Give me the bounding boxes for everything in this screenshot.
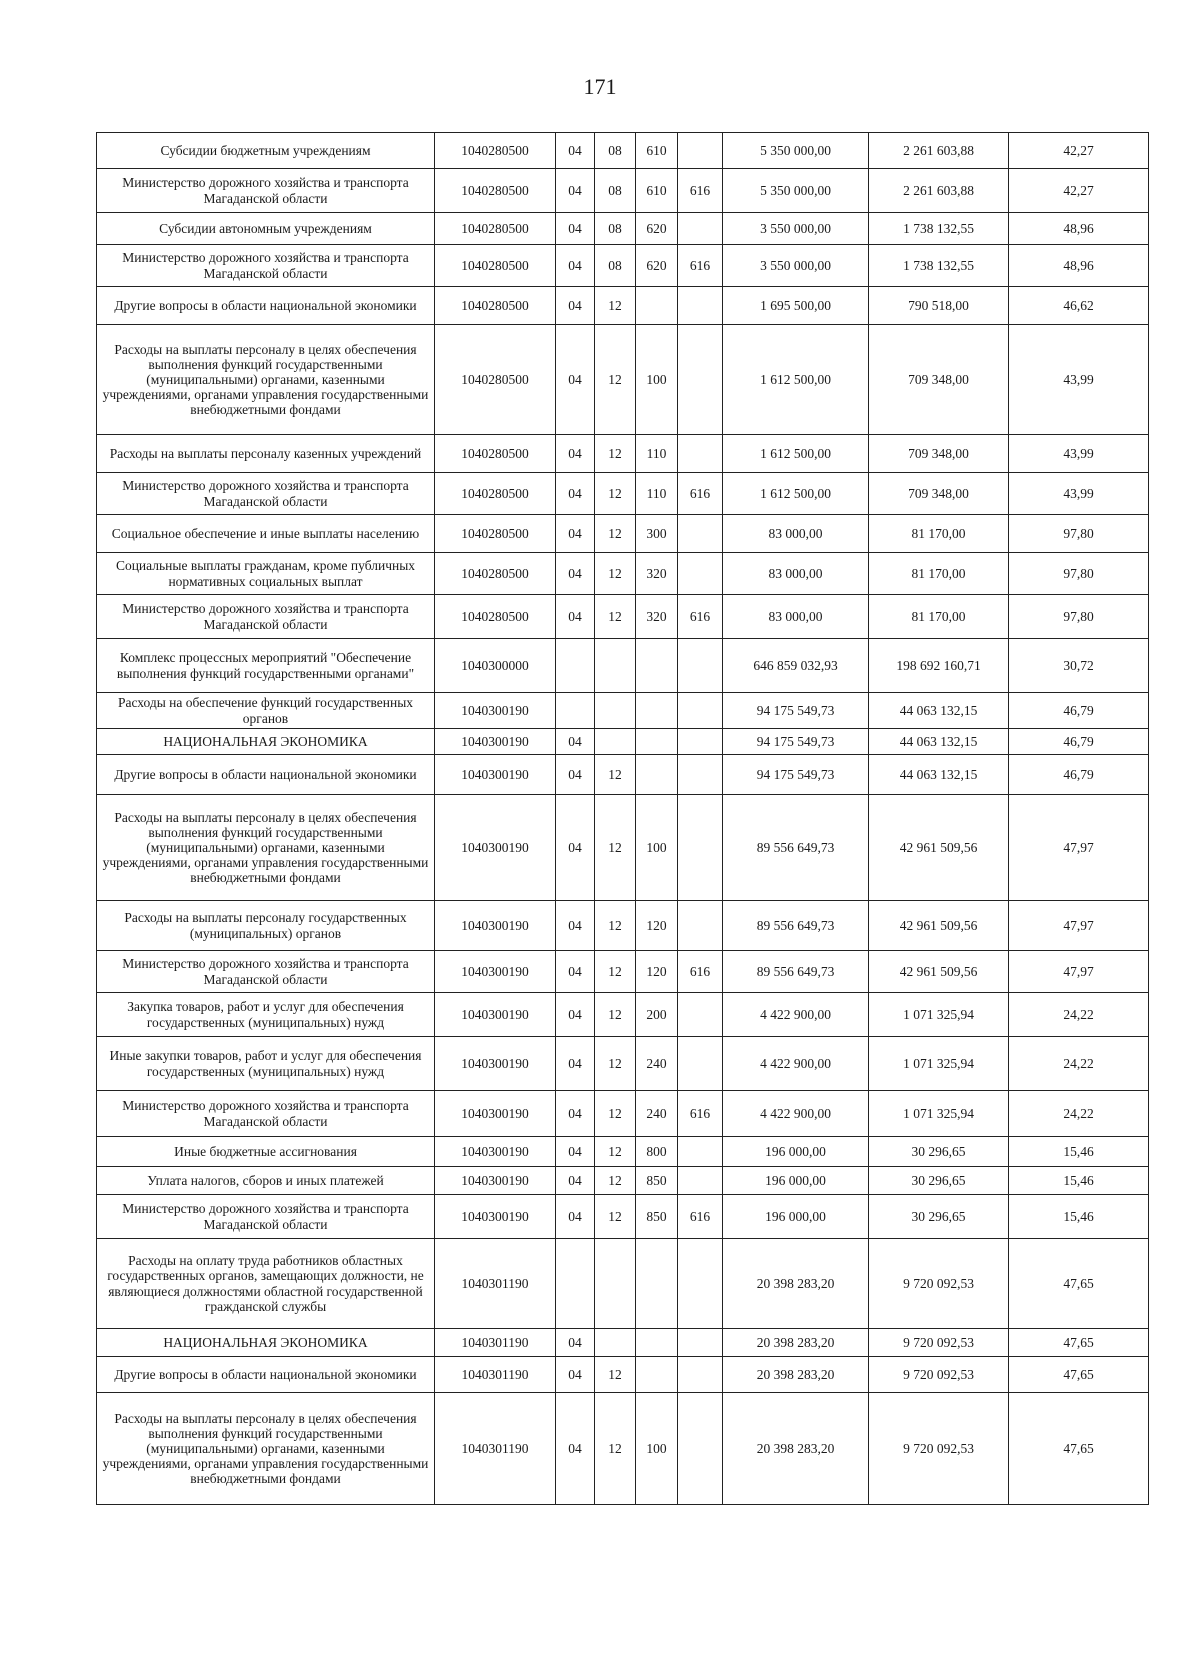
row-department: 616 — [678, 951, 723, 993]
row-planned-amount: 94 175 549,73 — [723, 729, 869, 755]
row-target-code: 1040300190 — [435, 729, 556, 755]
row-expense-type — [636, 1329, 678, 1357]
row-target-code: 1040301190 — [435, 1393, 556, 1505]
row-department — [678, 755, 723, 795]
row-expense-type: 300 — [636, 515, 678, 553]
row-target-code: 1040300190 — [435, 951, 556, 993]
row-section: 04 — [556, 951, 595, 993]
row-section: 04 — [556, 169, 595, 213]
row-execution-percent: 24,22 — [1009, 1091, 1149, 1137]
row-target-code: 1040301190 — [435, 1329, 556, 1357]
row-execution-percent: 97,80 — [1009, 515, 1149, 553]
row-subsection — [595, 1329, 636, 1357]
row-target-code: 1040300190 — [435, 901, 556, 951]
row-department: 616 — [678, 473, 723, 515]
row-section: 04 — [556, 1037, 595, 1091]
row-executed-amount: 9 720 092,53 — [869, 1329, 1009, 1357]
row-expense-type: 100 — [636, 795, 678, 901]
row-expense-type: 320 — [636, 595, 678, 639]
row-subsection: 12 — [595, 325, 636, 435]
row-subsection: 12 — [595, 1393, 636, 1505]
row-executed-amount: 9 720 092,53 — [869, 1239, 1009, 1329]
row-target-code: 1040300000 — [435, 639, 556, 693]
row-target-code: 1040280500 — [435, 595, 556, 639]
row-subsection: 12 — [595, 473, 636, 515]
table-row — [97, 993, 1149, 1037]
row-expense-type: 110 — [636, 473, 678, 515]
row-execution-percent: 46,79 — [1009, 729, 1149, 755]
row-expense-type: 850 — [636, 1195, 678, 1239]
row-execution-percent: 15,46 — [1009, 1167, 1149, 1195]
row-executed-amount: 2 261 603,88 — [869, 169, 1009, 213]
row-expense-type: 120 — [636, 951, 678, 993]
row-expense-type: 620 — [636, 213, 678, 245]
row-executed-amount: 30 296,65 — [869, 1167, 1009, 1195]
row-section — [556, 639, 595, 693]
row-department — [678, 515, 723, 553]
row-execution-percent: 42,27 — [1009, 169, 1149, 213]
table-row — [97, 1167, 1149, 1195]
row-subsection: 12 — [595, 795, 636, 901]
row-subsection — [595, 1239, 636, 1329]
row-subsection: 12 — [595, 1195, 636, 1239]
row-name: Расходы на выплаты персоналу казенных учреждений — [97, 435, 435, 473]
row-execution-percent: 48,96 — [1009, 245, 1149, 287]
row-section: 04 — [556, 245, 595, 287]
row-name: Министерство дорожного хозяйства и транспорта Магаданской области — [97, 1195, 435, 1239]
row-execution-percent: 30,72 — [1009, 639, 1149, 693]
row-executed-amount: 1 738 132,55 — [869, 245, 1009, 287]
table-row — [97, 595, 1149, 639]
row-planned-amount: 196 000,00 — [723, 1195, 869, 1239]
row-execution-percent: 47,97 — [1009, 795, 1149, 901]
table-row — [97, 693, 1149, 729]
row-execution-percent: 97,80 — [1009, 595, 1149, 639]
row-subsection: 12 — [595, 1137, 636, 1167]
row-target-code: 1040301190 — [435, 1357, 556, 1393]
row-name: Министерство дорожного хозяйства и транспорта Магаданской области — [97, 1091, 435, 1137]
row-subsection: 12 — [595, 553, 636, 595]
row-expense-type — [636, 1239, 678, 1329]
row-name: НАЦИОНАЛЬНАЯ ЭКОНОМИКА — [97, 729, 435, 755]
row-subsection: 12 — [595, 1037, 636, 1091]
row-execution-percent: 47,65 — [1009, 1239, 1149, 1329]
row-planned-amount: 1 612 500,00 — [723, 473, 869, 515]
row-target-code: 1040280500 — [435, 473, 556, 515]
row-department — [678, 1239, 723, 1329]
row-planned-amount: 89 556 649,73 — [723, 901, 869, 951]
row-expense-type: 610 — [636, 133, 678, 169]
row-executed-amount: 42 961 509,56 — [869, 795, 1009, 901]
row-executed-amount: 790 518,00 — [869, 287, 1009, 325]
row-expense-type: 240 — [636, 1091, 678, 1137]
row-target-code: 1040301190 — [435, 1239, 556, 1329]
row-department — [678, 993, 723, 1037]
row-department — [678, 729, 723, 755]
row-expense-type — [636, 1357, 678, 1393]
row-expense-type: 320 — [636, 553, 678, 595]
row-executed-amount: 2 261 603,88 — [869, 133, 1009, 169]
row-expense-type — [636, 755, 678, 795]
row-expense-type: 610 — [636, 169, 678, 213]
row-section — [556, 693, 595, 729]
row-executed-amount: 709 348,00 — [869, 473, 1009, 515]
row-execution-percent: 15,46 — [1009, 1195, 1149, 1239]
row-target-code: 1040280500 — [435, 169, 556, 213]
row-expense-type: 620 — [636, 245, 678, 287]
row-department — [678, 553, 723, 595]
row-subsection: 12 — [595, 515, 636, 553]
table-row — [97, 1195, 1149, 1239]
row-subsection: 12 — [595, 1167, 636, 1195]
row-subsection: 08 — [595, 213, 636, 245]
row-department — [678, 1329, 723, 1357]
row-subsection: 12 — [595, 755, 636, 795]
page-number: 171 — [583, 74, 617, 99]
row-name: Другие вопросы в области национальной экономики — [97, 1357, 435, 1393]
row-name: Субсидии бюджетным учреждениям — [97, 133, 435, 169]
row-execution-percent: 24,22 — [1009, 993, 1149, 1037]
row-planned-amount: 83 000,00 — [723, 515, 869, 553]
row-execution-percent: 43,99 — [1009, 473, 1149, 515]
row-executed-amount: 709 348,00 — [869, 435, 1009, 473]
row-execution-percent: 46,62 — [1009, 287, 1149, 325]
row-name: Министерство дорожного хозяйства и транспорта Магаданской области — [97, 245, 435, 287]
row-execution-percent: 47,65 — [1009, 1329, 1149, 1357]
row-planned-amount: 196 000,00 — [723, 1137, 869, 1167]
row-planned-amount: 4 422 900,00 — [723, 993, 869, 1037]
row-section: 04 — [556, 515, 595, 553]
table-row — [97, 1239, 1149, 1329]
row-subsection: 08 — [595, 133, 636, 169]
row-execution-percent: 43,99 — [1009, 435, 1149, 473]
table-row — [97, 133, 1149, 169]
row-department — [678, 325, 723, 435]
row-executed-amount: 30 296,65 — [869, 1137, 1009, 1167]
row-department: 616 — [678, 1195, 723, 1239]
row-executed-amount: 44 063 132,15 — [869, 729, 1009, 755]
row-name: Расходы на выплаты персоналу государственных (муниципальных) органов — [97, 901, 435, 951]
row-target-code: 1040300190 — [435, 1037, 556, 1091]
row-expense-type: 200 — [636, 993, 678, 1037]
row-section: 04 — [556, 595, 595, 639]
row-subsection: 12 — [595, 951, 636, 993]
row-planned-amount: 3 550 000,00 — [723, 245, 869, 287]
table-row — [97, 1137, 1149, 1167]
row-name: Расходы на оплату труда работников областных государственных органов, замещающих должности, не являющиеся должностями областной государственной гражданской службы — [97, 1239, 435, 1329]
row-execution-percent: 43,99 — [1009, 325, 1149, 435]
row-target-code: 1040280500 — [435, 553, 556, 595]
row-section: 04 — [556, 435, 595, 473]
row-name: Расходы на выплаты персоналу в целях обеспечения выполнения функций государственными (муниципальными) органами, казенными учреждениями, органами управления государственными внебюджетными фондами — [97, 325, 435, 435]
row-planned-amount: 20 398 283,20 — [723, 1239, 869, 1329]
row-executed-amount: 198 692 160,71 — [869, 639, 1009, 693]
row-planned-amount: 94 175 549,73 — [723, 755, 869, 795]
row-name: Другие вопросы в области национальной экономики — [97, 755, 435, 795]
table-row — [97, 245, 1149, 287]
row-target-code: 1040300190 — [435, 795, 556, 901]
row-subsection — [595, 639, 636, 693]
row-name: Министерство дорожного хозяйства и транспорта Магаданской области — [97, 595, 435, 639]
row-planned-amount: 89 556 649,73 — [723, 795, 869, 901]
row-expense-type: 120 — [636, 901, 678, 951]
table-row — [97, 553, 1149, 595]
budget-table — [96, 132, 1149, 1505]
row-execution-percent: 47,65 — [1009, 1357, 1149, 1393]
row-executed-amount: 1 738 132,55 — [869, 213, 1009, 245]
row-expense-type: 100 — [636, 1393, 678, 1505]
row-planned-amount: 4 422 900,00 — [723, 1091, 869, 1137]
row-section: 04 — [556, 901, 595, 951]
row-planned-amount: 3 550 000,00 — [723, 213, 869, 245]
row-execution-percent: 46,79 — [1009, 693, 1149, 729]
row-target-code: 1040280500 — [435, 287, 556, 325]
row-execution-percent: 47,97 — [1009, 901, 1149, 951]
row-target-code: 1040280500 — [435, 435, 556, 473]
row-planned-amount: 83 000,00 — [723, 595, 869, 639]
row-section: 04 — [556, 213, 595, 245]
row-section: 04 — [556, 1167, 595, 1195]
row-executed-amount: 9 720 092,53 — [869, 1393, 1009, 1505]
table-row — [97, 795, 1149, 901]
row-name: НАЦИОНАЛЬНАЯ ЭКОНОМИКА — [97, 1329, 435, 1357]
row-name: Закупка товаров, работ и услуг для обеспечения государственных (муниципальных) нужд — [97, 993, 435, 1037]
row-section: 04 — [556, 993, 595, 1037]
row-department: 616 — [678, 245, 723, 287]
table-row — [97, 1037, 1149, 1091]
row-department: 616 — [678, 169, 723, 213]
table-row — [97, 473, 1149, 515]
table-row — [97, 729, 1149, 755]
row-execution-percent: 15,46 — [1009, 1137, 1149, 1167]
row-executed-amount: 81 170,00 — [869, 515, 1009, 553]
row-section: 04 — [556, 1195, 595, 1239]
row-executed-amount: 42 961 509,56 — [869, 951, 1009, 993]
row-target-code: 1040300190 — [435, 693, 556, 729]
row-subsection: 12 — [595, 901, 636, 951]
table-row — [97, 901, 1149, 951]
table-row — [97, 435, 1149, 473]
row-planned-amount: 94 175 549,73 — [723, 693, 869, 729]
row-execution-percent: 47,97 — [1009, 951, 1149, 993]
row-department — [678, 435, 723, 473]
row-planned-amount: 646 859 032,93 — [723, 639, 869, 693]
table-row — [97, 639, 1149, 693]
row-name: Министерство дорожного хозяйства и транспорта Магаданской области — [97, 473, 435, 515]
row-executed-amount: 81 170,00 — [869, 553, 1009, 595]
row-expense-type — [636, 693, 678, 729]
table-row — [97, 755, 1149, 795]
row-name: Расходы на выплаты персоналу в целях обеспечения выполнения функций государственными (муниципальными) органами, казенными учреждениями, органами управления государственными внебюджетными фондами — [97, 1393, 435, 1505]
row-planned-amount: 83 000,00 — [723, 553, 869, 595]
row-execution-percent: 97,80 — [1009, 553, 1149, 595]
row-executed-amount: 1 071 325,94 — [869, 1037, 1009, 1091]
row-target-code: 1040300190 — [435, 1091, 556, 1137]
row-executed-amount: 30 296,65 — [869, 1195, 1009, 1239]
row-executed-amount: 81 170,00 — [869, 595, 1009, 639]
row-planned-amount: 20 398 283,20 — [723, 1357, 869, 1393]
row-execution-percent: 46,79 — [1009, 755, 1149, 795]
table-row — [97, 951, 1149, 993]
row-target-code: 1040300190 — [435, 1195, 556, 1239]
row-target-code: 1040280500 — [435, 213, 556, 245]
row-department — [678, 287, 723, 325]
row-name: Социальное обеспечение и иные выплаты населению — [97, 515, 435, 553]
row-executed-amount: 9 720 092,53 — [869, 1357, 1009, 1393]
row-department — [678, 795, 723, 901]
row-planned-amount: 1 612 500,00 — [723, 435, 869, 473]
table-row — [97, 169, 1149, 213]
table-row — [97, 287, 1149, 325]
row-planned-amount: 20 398 283,20 — [723, 1329, 869, 1357]
row-subsection: 12 — [595, 287, 636, 325]
row-section: 04 — [556, 287, 595, 325]
row-execution-percent: 48,96 — [1009, 213, 1149, 245]
row-department: 616 — [678, 1091, 723, 1137]
row-subsection — [595, 693, 636, 729]
row-expense-type — [636, 287, 678, 325]
row-name: Социальные выплаты гражданам, кроме публичных нормативных социальных выплат — [97, 553, 435, 595]
row-section: 04 — [556, 1393, 595, 1505]
row-section: 04 — [556, 473, 595, 515]
row-expense-type — [636, 729, 678, 755]
row-name: Уплата налогов, сборов и иных платежей — [97, 1167, 435, 1195]
row-subsection: 12 — [595, 1091, 636, 1137]
row-subsection: 12 — [595, 435, 636, 473]
row-name: Министерство дорожного хозяйства и транспорта Магаданской области — [97, 951, 435, 993]
row-department: 616 — [678, 595, 723, 639]
row-executed-amount: 1 071 325,94 — [869, 993, 1009, 1037]
table-row — [97, 325, 1149, 435]
row-target-code: 1040280500 — [435, 133, 556, 169]
row-expense-type — [636, 639, 678, 693]
row-expense-type: 100 — [636, 325, 678, 435]
row-section: 04 — [556, 133, 595, 169]
row-department — [678, 1137, 723, 1167]
row-planned-amount: 196 000,00 — [723, 1167, 869, 1195]
row-target-code: 1040300190 — [435, 1167, 556, 1195]
row-section: 04 — [556, 755, 595, 795]
row-planned-amount: 89 556 649,73 — [723, 951, 869, 993]
row-target-code: 1040280500 — [435, 245, 556, 287]
row-section: 04 — [556, 1091, 595, 1137]
row-expense-type: 240 — [636, 1037, 678, 1091]
row-subsection: 12 — [595, 595, 636, 639]
row-planned-amount: 4 422 900,00 — [723, 1037, 869, 1091]
row-name: Министерство дорожного хозяйства и транспорта Магаданской области — [97, 169, 435, 213]
row-execution-percent: 24,22 — [1009, 1037, 1149, 1091]
row-target-code: 1040300190 — [435, 755, 556, 795]
table-row — [97, 1091, 1149, 1137]
row-target-code: 1040280500 — [435, 515, 556, 553]
row-planned-amount: 1 612 500,00 — [723, 325, 869, 435]
row-section: 04 — [556, 795, 595, 901]
row-section: 04 — [556, 1137, 595, 1167]
row-name: Иные закупки товаров, работ и услуг для обеспечения государственных (муниципальных) нужд — [97, 1037, 435, 1091]
row-executed-amount: 1 071 325,94 — [869, 1091, 1009, 1137]
row-target-code: 1040300190 — [435, 1137, 556, 1167]
row-expense-type: 850 — [636, 1167, 678, 1195]
row-department — [678, 693, 723, 729]
row-section: 04 — [556, 553, 595, 595]
row-department — [678, 1037, 723, 1091]
row-executed-amount: 709 348,00 — [869, 325, 1009, 435]
row-planned-amount: 1 695 500,00 — [723, 287, 869, 325]
table-row — [97, 1393, 1149, 1505]
row-department — [678, 133, 723, 169]
table-row — [97, 1357, 1149, 1393]
row-executed-amount: 44 063 132,15 — [869, 755, 1009, 795]
row-name: Другие вопросы в области национальной экономики — [97, 287, 435, 325]
row-department — [678, 1357, 723, 1393]
row-department — [678, 213, 723, 245]
row-executed-amount: 42 961 509,56 — [869, 901, 1009, 951]
table-row — [97, 1329, 1149, 1357]
row-execution-percent: 47,65 — [1009, 1393, 1149, 1505]
row-section: 04 — [556, 325, 595, 435]
row-section: 04 — [556, 1357, 595, 1393]
row-planned-amount: 20 398 283,20 — [723, 1393, 869, 1505]
row-name: Расходы на обеспечение функций государственных органов — [97, 693, 435, 729]
table-row — [97, 213, 1149, 245]
row-target-code: 1040280500 — [435, 325, 556, 435]
row-department — [678, 1167, 723, 1195]
row-section: 04 — [556, 1329, 595, 1357]
row-executed-amount: 44 063 132,15 — [869, 693, 1009, 729]
row-section — [556, 1239, 595, 1329]
row-name: Комплекс процессных мероприятий "Обеспечение выполнения функций государственными органами" — [97, 639, 435, 693]
row-execution-percent: 42,27 — [1009, 133, 1149, 169]
table-row — [97, 515, 1149, 553]
row-department — [678, 901, 723, 951]
row-subsection — [595, 729, 636, 755]
row-expense-type: 800 — [636, 1137, 678, 1167]
row-department — [678, 639, 723, 693]
row-target-code: 1040300190 — [435, 993, 556, 1037]
row-name: Субсидии автономным учреждениям — [97, 213, 435, 245]
row-name: Расходы на выплаты персоналу в целях обеспечения выполнения функций государственными (муниципальными) органами, казенными учреждениями, органами управления государственными внебюджетными фондами — [97, 795, 435, 901]
row-subsection: 08 — [595, 245, 636, 287]
row-planned-amount: 5 350 000,00 — [723, 169, 869, 213]
row-planned-amount: 5 350 000,00 — [723, 133, 869, 169]
row-subsection: 12 — [595, 1357, 636, 1393]
row-expense-type: 110 — [636, 435, 678, 473]
row-subsection: 08 — [595, 169, 636, 213]
row-section: 04 — [556, 729, 595, 755]
row-department — [678, 1393, 723, 1505]
row-name: Иные бюджетные ассигнования — [97, 1137, 435, 1167]
row-subsection: 12 — [595, 993, 636, 1037]
